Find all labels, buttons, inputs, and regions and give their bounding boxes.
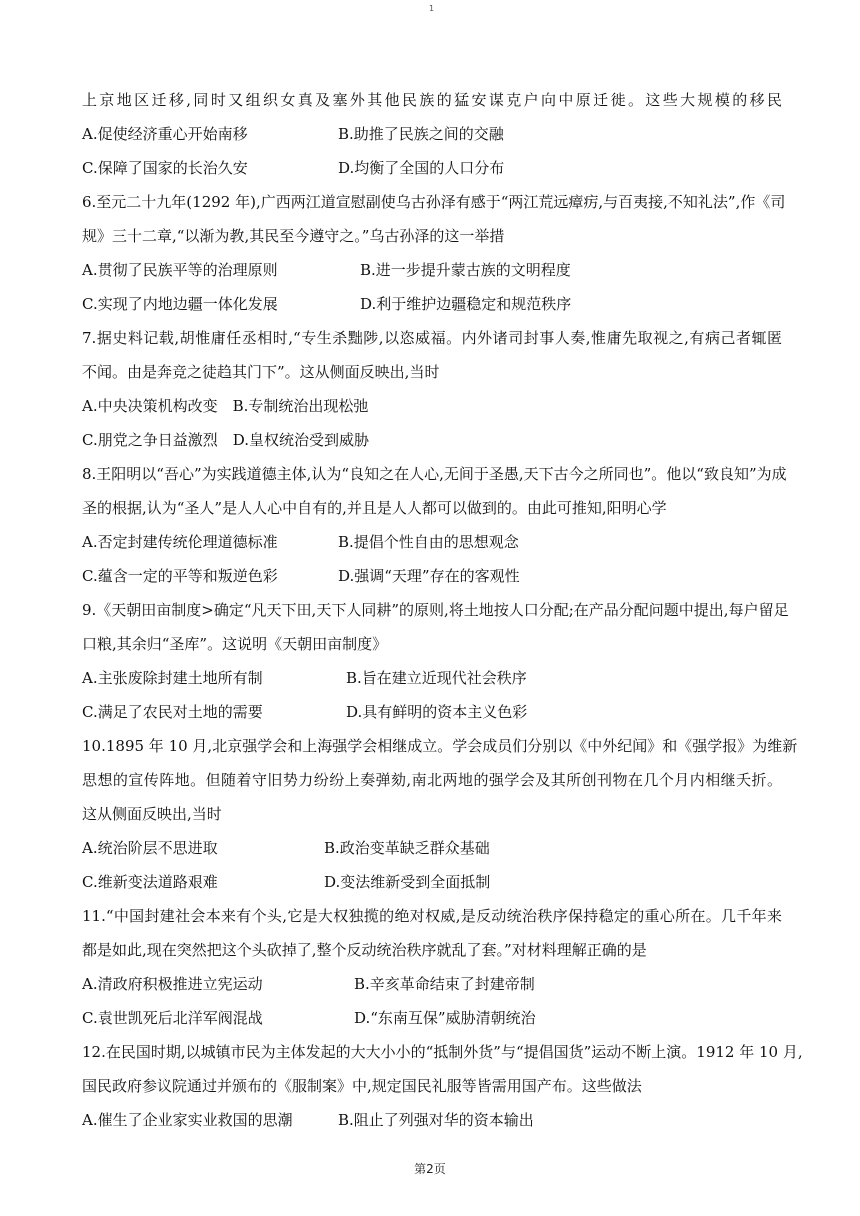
q6-option-c: C.实现了内地边疆一体化发展 — [82, 295, 278, 313]
q6-stem-line1: 6.至元二十九年(1292 年),广西两江道宣慰副使乌古孙泽有感于“两江荒远瘴疠,与百夷接,不知礼法”,作《司 — [82, 193, 786, 211]
q8-stem-line2: 圣的根据,认为“圣人”是人人心中自有的,并且是人人都可以做到的。由此可推知,阳明心学 — [82, 499, 667, 517]
q11-stem-line2: 都是如此,现在突然把这个头砍掉了,整个反动统治秩序就乱了套。”对材料理解正确的是 — [82, 941, 647, 959]
q10-stem-line3: 这从侧面反映出,当时 — [82, 805, 222, 823]
page-number: 第2页 — [414, 1162, 446, 1176]
q5-option-a: A.促使经济重心开始南移 — [82, 125, 248, 143]
q11-option-a: A.清政府积极推进立宪运动 — [82, 975, 263, 993]
q10-option-d: D.变法维新受到全面抵制 — [324, 873, 491, 891]
q9-option-a: A.主张废除封建土地所有制 — [82, 669, 263, 687]
q10-stem-line2: 思想的宣传阵地。但随着守旧势力纷纷上奏弹劾,南北两地的强学会及其所创刊物在几个月内相继夭折。 — [82, 771, 782, 789]
q11-option-b: B.辛亥革命结束了封建帝制 — [354, 975, 535, 993]
q12-option-a: A.催生了企业家实业救国的思潮 — [82, 1111, 293, 1129]
q9-stem-line1: 9.《天朝田亩制度>确定“凡天下田,天下人同耕”的原则,将土地按人口分配;在产品分配问题中提出,每户留足 — [82, 601, 789, 619]
q11-option-c: C.袁世凯死后北洋军阀混战 — [82, 1009, 263, 1027]
q8-option-b: B.提倡个性自由的思想观念 — [338, 533, 519, 551]
q6-stem-line2: 规》三十二章,“以渐为教,其民至今遵守之。”乌古孙泽的这一举措 — [82, 227, 505, 245]
q5-option-b: B.助推了民族之间的交融 — [338, 125, 504, 143]
page-top-mark: 1 — [429, 4, 435, 13]
q8-option-d: D.强调“天理”存在的客观性 — [338, 567, 520, 585]
q6-option-b: B.进一步提升蒙古族的文明程度 — [360, 261, 571, 279]
q12-stem-line1: 12.在民国时期,以城镇市民为主体发起的大大小小的“抵制外货”与“提倡国货”运动不断上演。1912 年 10 月, — [82, 1043, 803, 1061]
q7-options-cd: C.朋党之争日益激烈 D.皇权统治受到威胁 — [82, 431, 369, 449]
q7-stem-line2: 不闻。由是奔竞之徒趋其门下”。这从侧面反映出,当时 — [82, 363, 440, 381]
q9-option-d: D.具有鲜明的资本主义色彩 — [346, 703, 528, 721]
q11-stem-line1: 11.“中国封建社会本来有个头,它是大权独揽的绝对权威,是反动统治秩序保持稳定的重心所在。几千年来 — [82, 907, 782, 925]
q6-option-a: A.贯彻了民族平等的治理原则 — [82, 261, 278, 279]
q9-option-c: C.满足了农民对土地的需要 — [82, 703, 263, 721]
q8-stem-line1: 8.王阳明以“吾心”为实践道德主体,认为“良知之在人心,无间于圣愚,天下古今之所同也”。他以“致良知”为成 — [82, 465, 787, 483]
q10-option-b: B.政治变革缺乏群众基础 — [324, 839, 490, 857]
q10-stem-line1: 10.1895 年 10 月,北京强学会和上海强学会相继成立。学会成员们分别以《中外纪闻》和《强学报》为维新 — [82, 737, 798, 755]
q12-stem-line2: 国民政府参议院通过并颁布的《服制案》中,规定国民礼服等皆需用国产布。这些做法 — [82, 1077, 642, 1095]
q5-option-c: C.保障了国家的长治久安 — [82, 159, 248, 177]
q5-option-d: D.均衡了全国的人口分布 — [338, 159, 505, 177]
q10-option-a: A.统治阶层不思进取 — [82, 839, 218, 857]
q7-options-ab: A.中央决策机构改变 B.专制统治出现松弛 — [82, 397, 369, 415]
q11-option-d: D.“东南互保”威胁清朝统治 — [354, 1009, 536, 1027]
q5-stem-tail: 上京地区迁移,同时又组织女真及塞外其他民族的猛安谋克户向中原迁徙。这些大规模的移民 — [82, 91, 782, 109]
q9-option-b: B.旨在建立近现代社会秩序 — [346, 669, 527, 687]
q7-stem-line1: 7.据史料记载,胡惟庸任丞相时,“专生杀黜陟,以恣威福。内外诸司封事人奏,惟庸先取视之,有病己者辄匿 — [82, 329, 782, 347]
q12-option-b: B.阻止了列强对华的资本输出 — [338, 1111, 534, 1129]
q9-stem-line2: 口粮,其余归“圣库”。这说明《天朝田亩制度》 — [82, 635, 388, 653]
q8-option-c: C.蕴含一定的平等和叛逆色彩 — [82, 567, 278, 585]
q10-option-c: C.维新变法道路艰难 — [82, 873, 218, 891]
q8-option-a: A.否定封建传统伦理道德标准 — [82, 533, 278, 551]
q6-option-d: D.利于维护边疆稳定和规范秩序 — [360, 295, 572, 313]
